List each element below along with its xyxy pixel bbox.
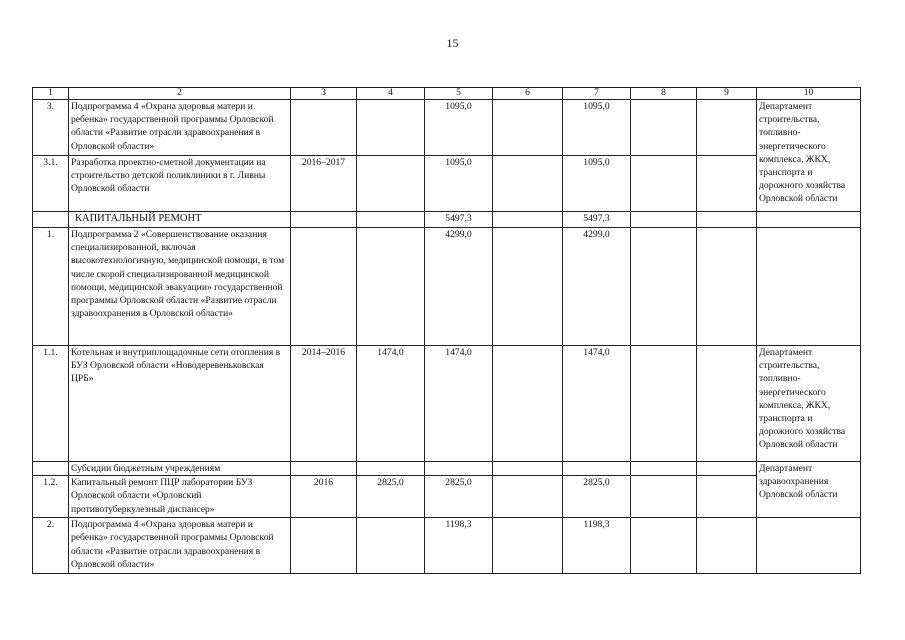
column-header: 4 (357, 88, 425, 100)
responsible-department (757, 518, 861, 574)
cell-col8 (631, 462, 697, 476)
table-row (33, 346, 861, 462)
row-number (33, 212, 69, 228)
cell-col5: 1095,0 (425, 156, 493, 212)
row-name: Котельная и внутриплощадочные сети отопления в БУЗ Орловской области «Новодеревеньковская ЦРБ» (69, 346, 291, 462)
row-number: 1.2. (33, 476, 69, 518)
cell-col4: 1474,0 (357, 346, 425, 462)
cell-col9 (697, 346, 757, 462)
column-header: 3 (291, 88, 357, 100)
row-years: 2016–2017 (291, 156, 357, 212)
page-number: 15 (446, 36, 459, 50)
column-header: 5 (425, 88, 493, 100)
row-years: 2016 (291, 476, 357, 518)
cell-col7: 1095,0 (563, 156, 631, 212)
cell-col9 (697, 100, 757, 156)
cell-col5: 4299,0 (425, 228, 493, 346)
table-row (33, 100, 861, 156)
cell-col6 (493, 476, 563, 518)
cell-col7: 4299,0 (563, 228, 631, 346)
table-row (33, 462, 861, 476)
cell-col9 (697, 518, 757, 574)
cell-col8 (631, 228, 697, 346)
row-name: Подпрограмма 2 «Совершенствование оказания специализированной, включая высокотехнологичную, медицинской помощи, в том числе скорой специализированной медицинской помощи, медицинской эвакуации» государственной программы Орловской области «Развитие отрасли здравоохранения в Орловской области» (69, 228, 291, 346)
responsible-department (757, 212, 861, 228)
column-header: 7 (563, 88, 631, 100)
cell-col4: 2825,0 (357, 476, 425, 518)
section-title: КАПИТАЛЬНЫЙ РЕМОНТ (69, 212, 291, 228)
cell-col8 (631, 212, 697, 228)
cell-col7: 1095,0 (563, 100, 631, 156)
column-header: 10 (757, 88, 861, 100)
cell-col8 (631, 100, 697, 156)
responsible-department: Департамент строительства, топливно-энергетического комплекса, ЖКХ, транспорта и дорожного хозяйства Орловской области (757, 100, 861, 212)
cell-col7: 1474,0 (563, 346, 631, 462)
cell-col4 (357, 212, 425, 228)
row-years: 2014–2016 (291, 346, 357, 462)
table-row (33, 518, 861, 574)
cell-col4 (357, 518, 425, 574)
row-number: 1. (33, 228, 69, 346)
cell-col5 (425, 462, 493, 476)
cell-col6 (493, 462, 563, 476)
cell-col8 (631, 476, 697, 518)
row-years (291, 228, 357, 346)
cell-col8 (631, 346, 697, 462)
table-row (33, 228, 861, 346)
cell-col4 (357, 156, 425, 212)
cell-col6 (493, 100, 563, 156)
cell-col7: 1198,3 (563, 518, 631, 574)
row-name: Подпрограмма 4 «Охрана здоровья матери и ребенка» государственной программы Орловской области «Развитие отрасли здравоохранения в Орловской области» (69, 518, 291, 574)
cell-col9 (697, 156, 757, 212)
table-row (33, 476, 861, 518)
responsible-department (757, 228, 861, 346)
column-header: 2 (69, 88, 291, 100)
row-years (291, 518, 357, 574)
cell-col7 (563, 462, 631, 476)
row-name: Субсидии бюджетным учреждениям (69, 462, 291, 476)
row-number: 1.1. (33, 346, 69, 462)
row-name: Разработка проектно-сметной документации на строительство детской поликлиники в г. Ливны Орловской области (69, 156, 291, 212)
cell-col5: 2825,0 (425, 476, 493, 518)
cell-col9 (697, 476, 757, 518)
cell-col6 (493, 518, 563, 574)
cell-col4 (357, 100, 425, 156)
cell-col7: 5497,3 (563, 212, 631, 228)
responsible-department: Департамент здравоохранения Орловской области (757, 462, 861, 518)
cell-col8 (631, 156, 697, 212)
responsible-department: Департамент строительства, топливно-энергетического комплекса, ЖКХ, транспорта и дорожного хозяйства Орловской области (757, 346, 861, 462)
budget-table (32, 87, 861, 574)
cell-col6 (493, 156, 563, 212)
column-header: 1 (33, 88, 69, 100)
table-row (33, 156, 861, 212)
column-header: 9 (697, 88, 757, 100)
cell-col9 (697, 212, 757, 228)
cell-col7: 2825,0 (563, 476, 631, 518)
cell-col5: 1474,0 (425, 346, 493, 462)
cell-col5: 1095,0 (425, 100, 493, 156)
row-years (291, 212, 357, 228)
row-years (291, 462, 357, 476)
cell-col6 (493, 346, 563, 462)
cell-col8 (631, 518, 697, 574)
row-number: 3.1. (33, 156, 69, 212)
cell-col6 (493, 212, 563, 228)
cell-col9 (697, 462, 757, 476)
column-header: 6 (493, 88, 563, 100)
cell-col4 (357, 462, 425, 476)
header-row (33, 88, 861, 100)
row-name: Капитальный ремонт ПЦР лаборатории БУЗ Орловской области «Орловский противотуберкулезный диспансер» (69, 476, 291, 518)
row-name: Подпрограмма 4 «Охрана здоровья матери и ребенка» государственной программы Орловской области «Развитие отрасли здравоохранения в Орловской области» (69, 100, 291, 156)
row-number (33, 462, 69, 476)
cell-col5: 5497,3 (425, 212, 493, 228)
cell-col9 (697, 228, 757, 346)
cell-col5: 1198,3 (425, 518, 493, 574)
row-number: 2. (33, 518, 69, 574)
cell-col6 (493, 228, 563, 346)
row-years (291, 100, 357, 156)
column-header: 8 (631, 88, 697, 100)
table-row (33, 212, 861, 228)
cell-col4 (357, 228, 425, 346)
row-number: 3. (33, 100, 69, 156)
